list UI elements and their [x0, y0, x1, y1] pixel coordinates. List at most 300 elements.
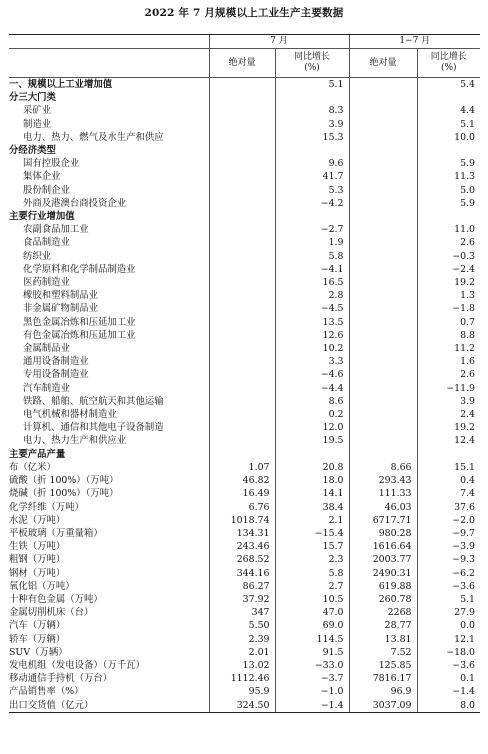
ytd-yoy-growth: −6.2: [417, 567, 480, 580]
table-row: [9, 78, 480, 92]
ytd-yoy-growth: −9.7: [417, 527, 480, 540]
ytd-absolute-value: [349, 408, 417, 421]
ytd-yoy-growth: −11.9: [417, 382, 480, 395]
ytd-absolute-value: [349, 355, 417, 368]
ytd-yoy-growth: [417, 91, 480, 104]
month-absolute-value: 268.52: [209, 553, 275, 566]
ytd-absolute-value: [349, 276, 417, 289]
ytd-yoy-growth: 8.8: [417, 329, 480, 342]
ytd-yoy-growth: 7.4: [417, 487, 480, 500]
header-ytd-abs: 绝对量: [349, 49, 417, 78]
ytd-absolute-value: [349, 223, 417, 236]
month-yoy-growth: −1.0: [275, 685, 349, 698]
table-row: [9, 263, 480, 276]
month-yoy-growth: 3.9: [275, 118, 349, 131]
row-label: 生铁（万吨）: [9, 541, 66, 553]
table-row: [9, 421, 480, 434]
ytd-absolute-value: [349, 91, 417, 104]
row-label: 粗钢（万吨）: [9, 554, 66, 566]
ytd-yoy-growth: 10.0: [417, 131, 480, 144]
row-label: 化学纤维（万吨）: [9, 501, 85, 513]
header-row-periods: [9, 35, 480, 49]
table-row: [9, 567, 480, 580]
table-row: [9, 157, 480, 170]
ytd-absolute-value: 46.03: [349, 501, 417, 514]
table-row: [9, 210, 480, 223]
month-absolute-value: [209, 329, 275, 342]
ytd-yoy-growth: −18.0: [417, 646, 480, 659]
month-yoy-growth: 16.5: [275, 276, 349, 289]
month-yoy-growth: −4.4: [275, 382, 349, 395]
table-row: [9, 540, 480, 553]
ytd-yoy-growth: 2.6: [417, 368, 480, 381]
month-yoy-growth: −4.1: [275, 263, 349, 276]
month-yoy-growth: 15.3: [275, 131, 349, 144]
ytd-yoy-growth: 11.2: [417, 342, 480, 355]
row-label: 有色金属冶炼和压延加工业: [23, 329, 136, 341]
ytd-yoy-growth: [417, 210, 480, 223]
ytd-absolute-value: 2268: [349, 606, 417, 619]
ytd-yoy-growth: 0.4: [417, 474, 480, 487]
row-label: 农副食品加工业: [23, 224, 89, 236]
ytd-yoy-growth: −1.4: [417, 685, 480, 698]
table-row: [9, 580, 480, 593]
table-row: [9, 144, 480, 157]
ytd-absolute-value: [349, 434, 417, 447]
month-absolute-value: [209, 342, 275, 355]
ytd-absolute-value: [349, 236, 417, 249]
month-absolute-value: [209, 263, 275, 276]
row-label: 产品销售率（%）: [9, 686, 84, 698]
month-yoy-growth: 5.8: [275, 567, 349, 580]
ytd-yoy-growth: 27.9: [417, 606, 480, 619]
month-absolute-value: [209, 184, 275, 197]
ytd-yoy-growth: 37.6: [417, 501, 480, 514]
header-month-abs: 绝对量: [209, 49, 275, 78]
ytd-absolute-value: 6717.71: [349, 514, 417, 527]
month-absolute-value: [209, 170, 275, 183]
month-yoy-growth: 47.0: [275, 606, 349, 619]
header-ytd-yoy: [417, 49, 480, 78]
month-absolute-value: [209, 382, 275, 395]
row-label: 分经济类型: [9, 145, 56, 157]
header-blank-cell: [9, 49, 209, 78]
month-absolute-value: [209, 434, 275, 447]
month-absolute-value: [209, 448, 275, 461]
ytd-yoy-growth: 2.6: [417, 236, 480, 249]
table-row: [9, 91, 480, 104]
month-yoy-growth: 41.7: [275, 170, 349, 183]
ytd-absolute-value: 260.78: [349, 593, 417, 606]
ytd-absolute-value: [349, 329, 417, 342]
row-label: 布（亿米）: [9, 461, 56, 473]
month-yoy-growth: −4.2: [275, 197, 349, 210]
row-label: 医药制造业: [23, 277, 70, 289]
ytd-absolute-value: 2003.77: [349, 553, 417, 566]
ytd-absolute-value: [349, 184, 417, 197]
month-yoy-growth: [275, 91, 349, 104]
row-label: 汽车制造业: [23, 382, 70, 394]
ytd-yoy-growth: −1.8: [417, 302, 480, 315]
month-yoy-growth: 114.5: [275, 633, 349, 646]
month-absolute-value: 2.01: [209, 646, 275, 659]
row-label: 电力、热力、燃气及水生产和供应: [23, 131, 164, 143]
month-absolute-value: [209, 316, 275, 329]
table-row: [9, 699, 480, 713]
ytd-yoy-growth: −2.0: [417, 514, 480, 527]
month-yoy-growth: 18.0: [275, 474, 349, 487]
ytd-yoy-growth: 5.9: [417, 157, 480, 170]
month-absolute-value: [209, 276, 275, 289]
table-row: [9, 355, 480, 368]
ytd-absolute-value: [349, 382, 417, 395]
row-label: 专用设备制造业: [23, 369, 89, 381]
table-row: [9, 514, 480, 527]
row-label: 电力、热力生产和供应业: [23, 435, 127, 447]
month-absolute-value: [209, 131, 275, 144]
row-label: 化学原料和化学制品制造业: [23, 263, 136, 275]
table-row: [9, 329, 480, 342]
table-row: [9, 633, 480, 646]
month-yoy-growth: 13.5: [275, 316, 349, 329]
ytd-absolute-value: 980.28: [349, 527, 417, 540]
header-yoy-unit: (%): [440, 63, 457, 73]
ytd-absolute-value: 7.52: [349, 646, 417, 659]
ytd-absolute-value: 125.85: [349, 659, 417, 672]
table-row: [9, 434, 480, 447]
table-row: [9, 118, 480, 131]
row-label: 水泥（万吨）: [9, 514, 66, 526]
header-yoy-label: 同比增长: [293, 52, 330, 62]
row-label: 集体企业: [23, 171, 61, 183]
ytd-absolute-value: [349, 263, 417, 276]
month-yoy-growth: −15.4: [275, 527, 349, 540]
ytd-absolute-value: [349, 368, 417, 381]
ytd-absolute-value: 8.66: [349, 461, 417, 474]
ytd-absolute-value: [349, 104, 417, 117]
ytd-absolute-value: [349, 316, 417, 329]
table-row: [9, 170, 480, 183]
table-row: [9, 342, 480, 355]
table-row: [9, 527, 480, 540]
month-yoy-growth: 38.4: [275, 501, 349, 514]
month-yoy-growth: −2.7: [275, 223, 349, 236]
month-yoy-growth: 5.3: [275, 184, 349, 197]
ytd-absolute-value: [349, 170, 417, 183]
row-label: 出口交货值（亿元）: [9, 699, 209, 713]
ytd-yoy-growth: 2.4: [417, 408, 480, 421]
month-yoy-growth: [275, 448, 349, 461]
statistics-table: [9, 34, 480, 713]
table-row: [9, 606, 480, 619]
month-yoy-growth: [275, 210, 349, 223]
ytd-yoy-growth: 0.1: [417, 672, 480, 685]
table-row: [9, 461, 480, 474]
ytd-yoy-growth: −3.6: [417, 580, 480, 593]
month-absolute-value: 5.50: [209, 619, 275, 632]
row-label: 纺织业: [23, 250, 52, 262]
ytd-yoy-growth: −0.3: [417, 250, 480, 263]
ytd-yoy-growth: 0.7: [417, 316, 480, 329]
month-yoy-growth: −4.6: [275, 368, 349, 381]
table-row: [9, 474, 480, 487]
month-yoy-growth: 5.1: [275, 78, 349, 92]
month-absolute-value: [209, 250, 275, 263]
ytd-yoy-growth: 19.2: [417, 421, 480, 434]
month-yoy-growth: [275, 144, 349, 157]
month-yoy-growth: 91.5: [275, 646, 349, 659]
ytd-yoy-growth: −3.9: [417, 540, 480, 553]
ytd-yoy-growth: −2.4: [417, 263, 480, 276]
month-yoy-growth: 19.5: [275, 434, 349, 447]
month-yoy-growth: −3.7: [275, 672, 349, 685]
header-month-yoy: [275, 49, 349, 78]
ytd-yoy-growth: 5.0: [417, 184, 480, 197]
month-yoy-growth: 3.3: [275, 355, 349, 368]
month-absolute-value: 13.02: [209, 659, 275, 672]
month-absolute-value: [209, 144, 275, 157]
month-absolute-value: 6.76: [209, 501, 275, 514]
ytd-absolute-value: [349, 144, 417, 157]
month-absolute-value: 347: [209, 606, 275, 619]
ytd-yoy-growth: 11.0: [417, 223, 480, 236]
ytd-yoy-growth: [417, 144, 480, 157]
ytd-absolute-value: [349, 289, 417, 302]
month-yoy-growth: 1.9: [275, 236, 349, 249]
ytd-absolute-value: [349, 448, 417, 461]
month-yoy-growth: 15.7: [275, 540, 349, 553]
table-row: [9, 487, 480, 500]
row-label: 分三大门类: [9, 92, 56, 104]
month-absolute-value: 324.50: [209, 699, 275, 713]
month-absolute-value: [209, 395, 275, 408]
ytd-absolute-value: [349, 342, 417, 355]
table-row: [9, 395, 480, 408]
table-row: [9, 236, 480, 249]
month-absolute-value: 243.46: [209, 540, 275, 553]
table-row: [9, 104, 480, 117]
ytd-absolute-value: 96.9: [349, 685, 417, 698]
month-absolute-value: [209, 197, 275, 210]
table-row: [9, 501, 480, 514]
ytd-absolute-value: 13.81: [349, 633, 417, 646]
month-yoy-growth: −4.5: [275, 302, 349, 315]
month-absolute-value: [209, 157, 275, 170]
month-absolute-value: 95.9: [209, 685, 275, 698]
month-yoy-growth: 12.0: [275, 421, 349, 434]
month-absolute-value: [209, 408, 275, 421]
row-label: 电气机械和器材制造业: [23, 409, 117, 421]
ytd-absolute-value: [349, 250, 417, 263]
month-absolute-value: 2.39: [209, 633, 275, 646]
ytd-absolute-value: 1616.64: [349, 540, 417, 553]
row-label: 采矿业: [23, 105, 52, 117]
table-body: [9, 78, 480, 713]
month-absolute-value: 134.31: [209, 527, 275, 540]
row-label: 计算机、通信和其他电子设备制造: [23, 422, 164, 434]
page-title: 2022 年 7 月规模以上工业生产主要数据: [144, 7, 344, 19]
month-absolute-value: 86.27: [209, 580, 275, 593]
table-row: [9, 250, 480, 263]
ytd-yoy-growth: 3.9: [417, 395, 480, 408]
ytd-absolute-value: 28.77: [349, 619, 417, 632]
row-label: 移动通信手持机（万台）: [9, 673, 113, 685]
ytd-yoy-growth: 8.0: [417, 699, 480, 713]
month-absolute-value: [209, 355, 275, 368]
row-label: 汽车（万辆）: [9, 620, 66, 632]
table-row: [9, 685, 480, 698]
ytd-absolute-value: [349, 197, 417, 210]
month-yoy-growth: 20.8: [275, 461, 349, 474]
row-label: 钢材（万吨）: [9, 567, 66, 579]
ytd-yoy-growth: 1.3: [417, 289, 480, 302]
month-absolute-value: [209, 78, 275, 92]
ytd-yoy-growth: 5.1: [417, 593, 480, 606]
table-row: [9, 289, 480, 302]
row-label: 外商及港澳台商投资企业: [23, 197, 127, 209]
month-absolute-value: 1.07: [209, 461, 275, 474]
month-absolute-value: [209, 210, 275, 223]
table-row: [9, 184, 480, 197]
row-label: 轿车（万辆）: [9, 633, 66, 645]
month-yoy-growth: 2.7: [275, 580, 349, 593]
month-yoy-growth: −1.4: [275, 699, 349, 713]
ytd-yoy-growth: 19.2: [417, 276, 480, 289]
ytd-absolute-value: 2490.31: [349, 567, 417, 580]
ytd-yoy-growth: 12.1: [417, 633, 480, 646]
ytd-yoy-growth: 12.4: [417, 434, 480, 447]
ytd-absolute-value: 3037.09: [349, 699, 417, 713]
month-yoy-growth: 5.8: [275, 250, 349, 263]
row-label: 金属切削机床（台）: [9, 607, 94, 619]
ytd-yoy-growth: −3.6: [417, 659, 480, 672]
ytd-absolute-value: [349, 421, 417, 434]
ytd-absolute-value: [349, 157, 417, 170]
month-absolute-value: [209, 302, 275, 315]
month-absolute-value: 37.92: [209, 593, 275, 606]
row-label: 主要产品产量: [9, 448, 66, 460]
header-yoy-label: 同比增长: [430, 52, 467, 62]
row-label: 食品制造业: [23, 237, 70, 249]
month-yoy-growth: 8.3: [275, 104, 349, 117]
row-label: 股份制企业: [23, 184, 70, 196]
month-absolute-value: [209, 368, 275, 381]
row-label: SUV（万辆）: [9, 646, 68, 658]
row-label: 平板玻璃（万重量箱）: [9, 527, 103, 539]
row-label: 金属制品业: [23, 343, 70, 355]
month-yoy-growth: −33.0: [275, 659, 349, 672]
ytd-absolute-value: [349, 131, 417, 144]
table-row: [9, 382, 480, 395]
month-yoy-growth: 10.5: [275, 593, 349, 606]
row-label: 非金属矿物制品业: [23, 303, 99, 315]
table-row: [9, 316, 480, 329]
month-absolute-value: [209, 104, 275, 117]
header-row-measures: [9, 49, 480, 78]
table-row: [9, 448, 480, 461]
row-label: 一、规模以上工业增加值: [9, 79, 113, 90]
table-row: [9, 646, 480, 659]
month-absolute-value: 16.49: [209, 487, 275, 500]
month-absolute-value: 1018.74: [209, 514, 275, 527]
month-yoy-growth: 10.2: [275, 342, 349, 355]
ytd-absolute-value: [349, 210, 417, 223]
row-label: 通用设备制造业: [23, 356, 89, 368]
ytd-yoy-growth: 0.0: [417, 619, 480, 632]
month-yoy-growth: 12.6: [275, 329, 349, 342]
ytd-absolute-value: 619.88: [349, 580, 417, 593]
month-yoy-growth: 2.8: [275, 289, 349, 302]
ytd-absolute-value: [349, 395, 417, 408]
ytd-yoy-growth: 5.9: [417, 197, 480, 210]
month-yoy-growth: 2.1: [275, 514, 349, 527]
row-label: 主要行业增加值: [9, 211, 75, 223]
row-label: 烧碱（折 100%）（万吨）: [9, 488, 119, 500]
month-yoy-growth: 8.6: [275, 395, 349, 408]
row-label: 十种有色金属（万吨）: [9, 593, 103, 605]
row-label: 氧化铝（万吨）: [9, 580, 75, 592]
row-label: 铁路、船舶、航空航天和其他运输: [23, 395, 164, 407]
table-row: [9, 659, 480, 672]
month-absolute-value: [209, 421, 275, 434]
ytd-absolute-value: [349, 78, 417, 92]
month-absolute-value: 344.16: [209, 567, 275, 580]
month-yoy-growth: 9.6: [275, 157, 349, 170]
row-label: 硫酸（折 100%）（万吨）: [9, 475, 119, 487]
month-absolute-value: [209, 118, 275, 131]
table-row: [9, 302, 480, 315]
header-blank-cell: [9, 35, 209, 49]
row-label: 黑色金属冶炼和压延加工业: [23, 316, 136, 328]
ytd-yoy-growth: 11.3: [417, 170, 480, 183]
month-absolute-value: [209, 236, 275, 249]
month-absolute-value: 1112.46: [209, 672, 275, 685]
ytd-absolute-value: 111.33: [349, 487, 417, 500]
ytd-yoy-growth: 4.4: [417, 104, 480, 117]
month-absolute-value: [209, 223, 275, 236]
table-row: [9, 276, 480, 289]
ytd-yoy-growth: 1.6: [417, 355, 480, 368]
month-yoy-growth: 14.1: [275, 487, 349, 500]
row-label: 发电机组（发电设备）（万千瓦）: [9, 659, 145, 671]
ytd-absolute-value: 7816.17: [349, 672, 417, 685]
ytd-yoy-growth: 5.4: [417, 78, 480, 92]
month-absolute-value: 46.82: [209, 474, 275, 487]
row-label: 制造业: [23, 118, 52, 130]
table-row: [9, 593, 480, 606]
month-yoy-growth: 69.0: [275, 619, 349, 632]
header-month: 7 月: [209, 35, 349, 49]
header-yoy-unit: (%): [304, 63, 320, 73]
ytd-yoy-growth: 15.1: [417, 461, 480, 474]
month-yoy-growth: 2.3: [275, 553, 349, 566]
month-absolute-value: [209, 289, 275, 302]
table-row: [9, 619, 480, 632]
month-absolute-value: [209, 91, 275, 104]
row-label: 橡胶和塑料制品业: [23, 290, 99, 302]
table-row: [9, 368, 480, 381]
table-row: [9, 553, 480, 566]
table-row: [9, 408, 480, 421]
ytd-yoy-growth: [417, 448, 480, 461]
ytd-absolute-value: [349, 118, 417, 131]
ytd-yoy-growth: −9.3: [417, 553, 480, 566]
header-ytd: 1−7 月: [349, 35, 480, 49]
ytd-absolute-value: 293.43: [349, 474, 417, 487]
table-row: [9, 197, 480, 210]
table-row: [9, 131, 480, 144]
month-yoy-growth: 0.2: [275, 408, 349, 421]
